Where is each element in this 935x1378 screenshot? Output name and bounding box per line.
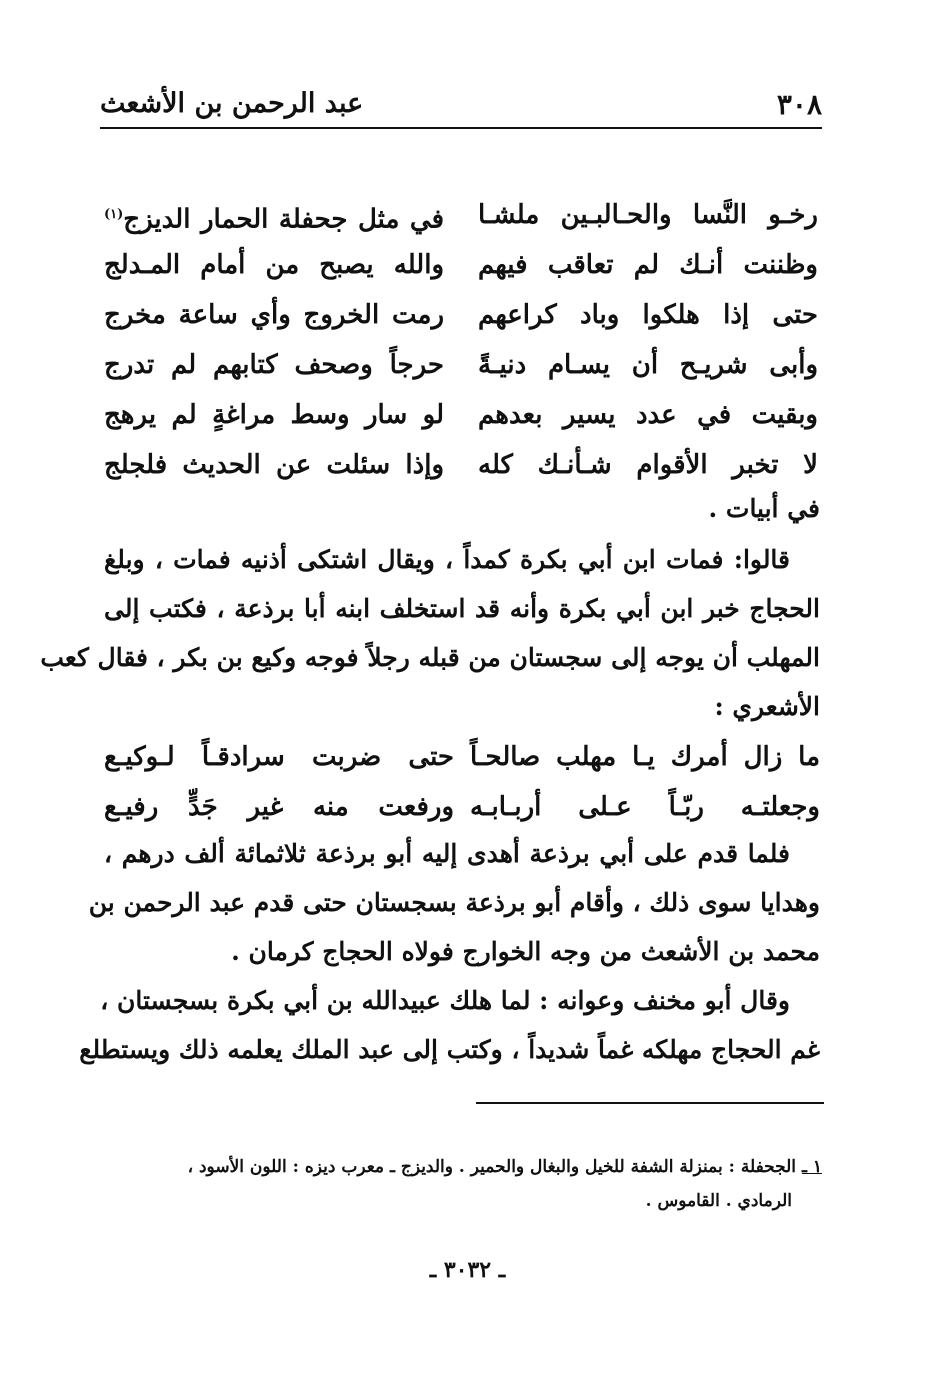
poem-2: [104, 732, 820, 832]
verse-row: [104, 240, 818, 290]
poem-tail-text: في أبيات .: [708, 494, 820, 523]
verse-hemistich-right: حتى إذا هلكوا وباد كراعهم: [478, 300, 818, 330]
page-number: ٣٠٨: [776, 88, 822, 121]
paragraph-2: [88, 829, 820, 976]
paragraph-3: [79, 976, 820, 1074]
page-header: [100, 78, 822, 126]
verse-hemistich-left: حتى ضربت سرادقـاً لـوكيـع: [104, 742, 454, 772]
footnote-text: الجحفلة : بمنزلة الشفة للخيل والبغال والحمير . والديزج ـ معرب ديزه : اللون الأسود ،: [187, 1157, 797, 1177]
bottom-page-number: ـ ٣٠٣٢ ـ: [429, 1257, 506, 1283]
poem-1-tail: [560, 484, 820, 533]
verse-row: [104, 190, 818, 240]
footnote-line: الرمادي . القاموس .: [645, 1191, 792, 1211]
paragraph-line: فلما قدم على أبي برذعة أهدى إليه أبو برذعة ثلاثمائة ألف درهم ،: [104, 839, 790, 868]
verse-hemistich-right: وبقيت في عدد يسير بعدهم: [478, 400, 818, 430]
footnote: [100, 1150, 822, 1218]
footnote-marker[interactable]: (١): [104, 207, 124, 222]
verse-hemistich-left: حرجاً وصحف كتابهم لم تدرج: [104, 350, 444, 380]
verse-row: [104, 732, 820, 782]
verse-hemistich-text: في مثل جحفلة الحمار الديزج: [123, 204, 444, 235]
verse-hemistich-left: والله يصبح من أمام المـدلج: [104, 250, 444, 280]
verse-hemistich-left: لو سار وسط مراغةٍ لم يرهج: [104, 400, 444, 430]
poem-1: [104, 190, 818, 490]
footnote-line: [100, 1150, 822, 1184]
footnote-number: ١ ـ: [801, 1157, 822, 1177]
header-rule: [100, 127, 822, 129]
paragraph-line: غم الحجاج مهلكه غماً شديداً ، وكتب إلى عبد الملك يعلمه ذلك ويستطلع: [79, 1035, 820, 1064]
verse-hemistich-right: وظننت أنـك لم تعاقب فيهم: [478, 250, 818, 280]
paragraph-line: قالوا: فمات ابن أبي بكرة كمداً ، ويقال اشتكى أذنيه فمات ، وبلغ: [104, 545, 790, 574]
verse-row: [104, 390, 818, 440]
verse-hemistich-left: وإذا سئلت عن الحديث فلجلج: [104, 450, 444, 480]
paragraph-1: [40, 535, 820, 731]
verse-hemistich-right: ما زال أمرك يـا مهلب صالحـاً: [470, 742, 820, 772]
paragraph-line: المهلب أن يوجه إلى سجستان من قبله رجلاً فوجه وكيع بن بكر ، فقال كعب: [40, 643, 820, 672]
paragraph-line: وقال أبو مخنف وعوانه : لما هلك عبيدالله بن أبي بكرة بسجستان ،: [100, 986, 790, 1015]
verse-row: [104, 340, 818, 390]
verse-row: [104, 782, 820, 832]
verse-hemistich-right: رخـو النَّسا والحـالبـين ملشـا: [478, 200, 818, 230]
footnote-rule: [476, 1102, 824, 1104]
running-title: عبد الرحمن بن الأشعث: [100, 88, 364, 119]
verse-hemistich-left: ورفعت منه غير جَدٍّ رفيـع: [104, 792, 454, 822]
verse-hemistich-left: رمت الخروج وأي ساعة مخرج: [104, 300, 444, 330]
paragraph-line: وهدايا سوى ذلك ، وأقام أبو برذعة بسجستان حتى قدم عبد الرحمن بن: [88, 888, 820, 917]
verse-hemistich-right: وجعلتـه ربّـاً عـلى أربـابـه: [470, 792, 820, 822]
verse-hemistich-right: وأبى شريـح أن يسـام دنيـةً: [478, 350, 818, 380]
verse-row: [104, 440, 818, 490]
paragraph-line: الأشعري :: [714, 692, 820, 721]
paragraph-line: الحجاج خبر ابن أبي بكرة وأنه قد استخلف ابنه أبا برذعة ، فكتب إلى: [104, 594, 820, 623]
verse-row: [104, 290, 818, 340]
verse-hemistich-left: [104, 190, 444, 245]
paragraph-line: محمد بن الأشعث من وجه الخوارج فولاه الحجاج كرمان .: [231, 937, 820, 966]
verse-hemistich-right: لا تخبر الأقوام شـأنـك كله: [478, 450, 818, 480]
